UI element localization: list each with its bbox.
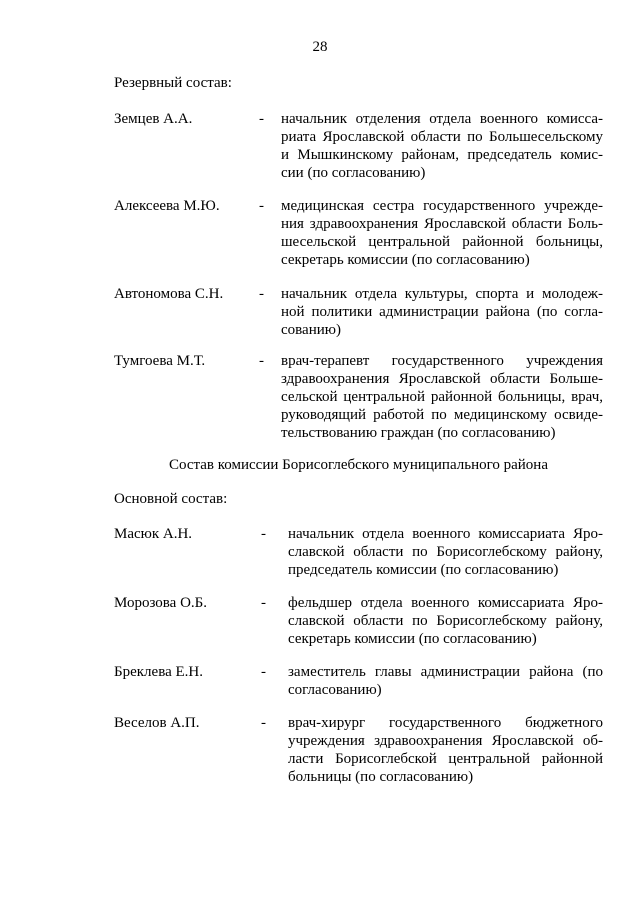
dash-separator: - xyxy=(259,353,264,369)
dash-separator: - xyxy=(261,715,266,731)
section-title: Состав комиссии Борисоглебского муниципального района xyxy=(169,457,548,473)
role-line: заместитель главы администрации района (по xyxy=(288,664,603,680)
role-line: начальник отдела культуры, спорта и молодеж- xyxy=(281,286,603,302)
dash-separator: - xyxy=(261,595,266,611)
member-name: Алексеева М.Ю. xyxy=(114,198,220,214)
member-role xyxy=(281,285,603,339)
dash-separator: - xyxy=(259,111,264,127)
role-line: ния здравоохранения Ярославской области Боль- xyxy=(281,216,603,232)
role-line: сии (по согласованию) xyxy=(281,165,426,181)
role-line: начальник отделения отдела военного комисса- xyxy=(281,111,603,127)
role-line: согласованию) xyxy=(288,682,382,698)
role-line: здравоохранения Ярославской области Больше- xyxy=(281,371,603,387)
role-line: медицинская сестра государственного учрежде- xyxy=(281,198,603,214)
member-entry xyxy=(114,525,603,605)
member-name: Морозова О.Б. xyxy=(114,595,208,611)
member-name: Масюк А.Н. xyxy=(114,526,193,542)
member-entry xyxy=(114,110,603,190)
member-entry xyxy=(114,594,603,674)
role-line: тельствованию граждан (по согласованию) xyxy=(281,425,556,441)
role-line: начальник отдела военного комиссариата Яро- xyxy=(288,526,603,542)
member-entry xyxy=(114,197,603,277)
role-line: врач-хирург государственного бюджетного xyxy=(288,715,603,731)
role-line: врач-терапевт государственного учреждения xyxy=(281,353,603,369)
role-line: ласти Борисоглебской центральной районной xyxy=(288,751,603,767)
member-role xyxy=(288,663,603,699)
role-line: и Мышкинскому районам, председатель комис- xyxy=(281,147,603,163)
role-line: сельской центральной районной больницы, врач, xyxy=(281,389,603,405)
role-line: руководящий работой по медицинскому освиде- xyxy=(281,407,603,423)
member-name: Тумгоева М.Т. xyxy=(114,353,206,369)
role-line: секретарь комиссии (по согласованию) xyxy=(288,631,537,647)
role-line: председатель комиссии (по согласованию) xyxy=(288,562,559,578)
dash-separator: - xyxy=(259,286,264,302)
member-name: Автономова С.Н. xyxy=(114,286,224,302)
page-number: 28 xyxy=(312,39,328,55)
role-line: ной политики администрации района (по согла- xyxy=(281,304,603,320)
member-role xyxy=(288,594,603,648)
role-line: славской области по Борисоглебскому району, xyxy=(288,544,603,560)
role-line: шесельской центральной районной больницы, xyxy=(281,234,603,250)
role-line: риата Ярославской области по Большесельскому xyxy=(281,129,603,145)
reserve-heading: Резервный состав: xyxy=(114,75,232,91)
member-entry xyxy=(114,714,603,794)
dash-separator: - xyxy=(259,198,264,214)
member-name: Бреклева Е.Н. xyxy=(114,664,203,680)
role-line: славской области по Борисоглебскому району, xyxy=(288,613,603,629)
member-entry xyxy=(114,352,603,441)
member-name: Земцев А.А. xyxy=(114,111,193,127)
dash-separator: - xyxy=(261,664,266,680)
member-role xyxy=(281,197,603,269)
role-line: секретарь комиссии (по согласованию) xyxy=(281,252,530,268)
member-role xyxy=(288,714,603,786)
role-line: больницы (по согласованию) xyxy=(288,769,474,785)
dash-separator: - xyxy=(261,526,266,542)
role-line: учреждения здравоохранения Ярославской об- xyxy=(288,733,603,749)
main-heading: Основной состав: xyxy=(114,491,228,507)
member-role xyxy=(288,525,603,579)
role-line: фельдшер отдела военного комиссариата Яро- xyxy=(288,595,603,611)
member-role xyxy=(281,352,603,442)
member-role xyxy=(281,110,603,182)
member-name: Веселов А.П. xyxy=(114,715,200,731)
role-line: сованию) xyxy=(281,322,341,338)
